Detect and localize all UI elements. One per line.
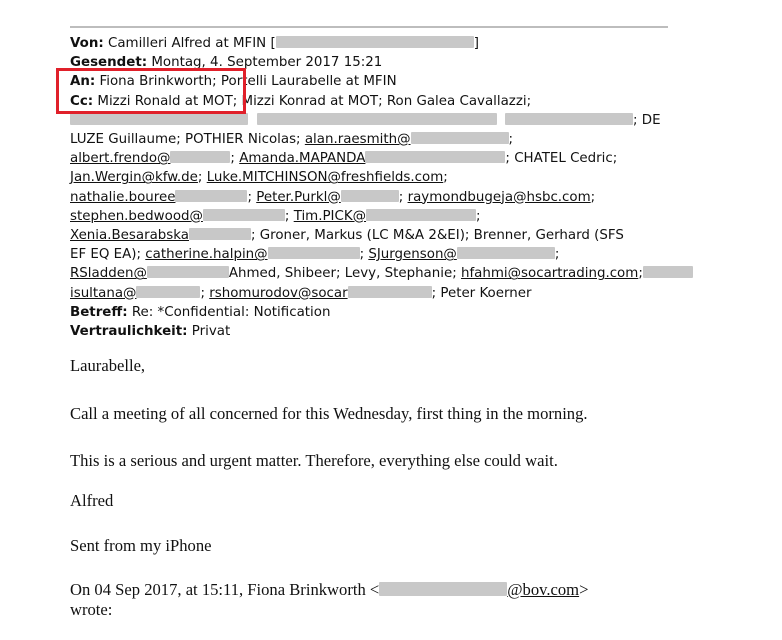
body-paragraph-1: Call a meeting of all concerned for this Wednesday, first thing in the morning. [70, 404, 588, 423]
email-link[interactable]: alan.raesmith@ [304, 132, 411, 148]
redaction-block [170, 151, 230, 163]
redaction-block [411, 132, 509, 144]
header-divider [70, 26, 668, 28]
cc-continuation-5: nathalie.bouree ; Peter.Purkl@ ; raymondbugeja@hsbc.com; [70, 189, 596, 205]
redaction-block [366, 209, 476, 221]
to-value: Fiona Brinkworth; Portelli Laurabelle at MFIN [99, 74, 397, 90]
confidentiality-line [70, 322, 690, 341]
email-link[interactable]: SJurgenson@ [368, 247, 457, 263]
from-label: Von: [70, 36, 104, 51]
from-line: Von: Camilleri Alfred at MFIN [ ] [70, 36, 479, 51]
confidentiality-value: Privat [191, 324, 231, 340]
email-link[interactable]: Xenia.Besarabska [70, 228, 189, 244]
redaction-block [147, 266, 229, 278]
email-link[interactable]: isultana@ [70, 285, 137, 301]
email-link[interactable]: raymondbugeja@hsbc.com [407, 189, 591, 205]
cc-continuation-3: albert.frendo@ ; Amanda.MAPANDA ; CHATEL Cedric; [70, 151, 618, 167]
email-link[interactable]: albert.frendo@ [70, 151, 171, 167]
greeting: Laurabelle, [70, 356, 146, 375]
email-link[interactable]: Luke.MITCHINSON@freshfields.com [206, 170, 444, 186]
quote-wrote: wrote: [70, 600, 113, 619]
redaction-block [268, 247, 360, 259]
cc-continuation-6: stephen.bedwood@ ; Tim.PICK@ ; [70, 208, 481, 224]
email-link[interactable]: hfahmi@socartrading.com [460, 266, 639, 282]
cc-continuation-9: RSladden@ Ahmed, Shibeer; Levy, Stephanie; hfahmi@socartrading.com; [70, 264, 690, 283]
email-link[interactable]: Tim.PICK@ [293, 208, 367, 224]
subject-label: Betreff: [70, 304, 128, 320]
cc-continuation-1: ; DE [70, 111, 690, 130]
sent-label: Gesendet: [70, 55, 148, 71]
redaction-block [189, 228, 251, 240]
redaction-block [505, 113, 633, 125]
email-link[interactable]: stephen.bedwood@ [70, 208, 203, 224]
subject-value: Re: *Confidential: Notification [131, 304, 331, 320]
from-value: Camilleri Alfred at MFIN [ [107, 36, 276, 51]
cc-label: Cc: [70, 93, 94, 109]
email-link[interactable]: rshomurodov@socar [209, 285, 348, 301]
redaction-block [379, 582, 507, 596]
sent-from: Sent from my iPhone [70, 536, 212, 555]
redaction-block [276, 36, 474, 48]
redaction-block [175, 190, 247, 202]
cc-continuation-7: Xenia.Besarabska ; Groner, Markus (LC M&A 2&EI); Brenner, Gerhard (SFS [70, 228, 624, 244]
email-link[interactable]: @bov.com [507, 580, 580, 599]
confidentiality-label: Vertraulichkeit: [70, 324, 188, 340]
redaction-block [643, 266, 693, 278]
cc-continuation-2: LUZE Guillaume; POTHIER Nicolas; alan.raesmith@ ; [70, 132, 514, 148]
redaction-block [457, 247, 555, 259]
email-link[interactable]: Jan.Wergin@kfw.de [70, 170, 198, 186]
redaction-block [257, 113, 497, 125]
body-paragraph-2: This is a serious and urgent matter. Therefore, everything else could wait. [70, 451, 558, 470]
redaction-block [136, 286, 200, 298]
highlight-box [56, 68, 246, 114]
redaction-block [365, 151, 505, 163]
email-link[interactable]: RSladden@ [70, 266, 147, 282]
redaction-block [348, 286, 432, 298]
redaction-block [203, 209, 285, 221]
redaction-block [341, 190, 399, 202]
cc-value: Mizzi Ronald at MOT; Mizzi Konrad at MOT; Ron Galea Cavallazzi; [97, 93, 532, 109]
cc-continuation-10: isultana@ ; rshomurodov@socar ; Peter Koerner [70, 285, 532, 301]
signature: Alfred [70, 491, 114, 510]
email-link[interactable]: catherine.halpin@ [145, 247, 268, 263]
quote-header: On 04 Sep 2017, at 15:11, Fiona Brinkworth < @bov.com> [70, 580, 589, 599]
email-link[interactable]: nathalie.bouree [70, 189, 176, 205]
redaction-block [70, 113, 248, 125]
cc-continuation-4: Jan.Wergin@kfw.de; Luke.MITCHINSON@freshfields.com; [70, 170, 448, 186]
subject-line [70, 303, 690, 322]
email-link[interactable]: Peter.Purkl@ [256, 189, 341, 205]
sent-value: Montag, 4. September 2017 15:21 [151, 55, 383, 71]
to-label: An: [70, 74, 96, 90]
email-link[interactable]: Amanda.MAPANDA [239, 151, 366, 167]
cc-continuation-8: EF EQ EA); catherine.halpin@ ; SJurgenson@ ; [70, 247, 560, 263]
